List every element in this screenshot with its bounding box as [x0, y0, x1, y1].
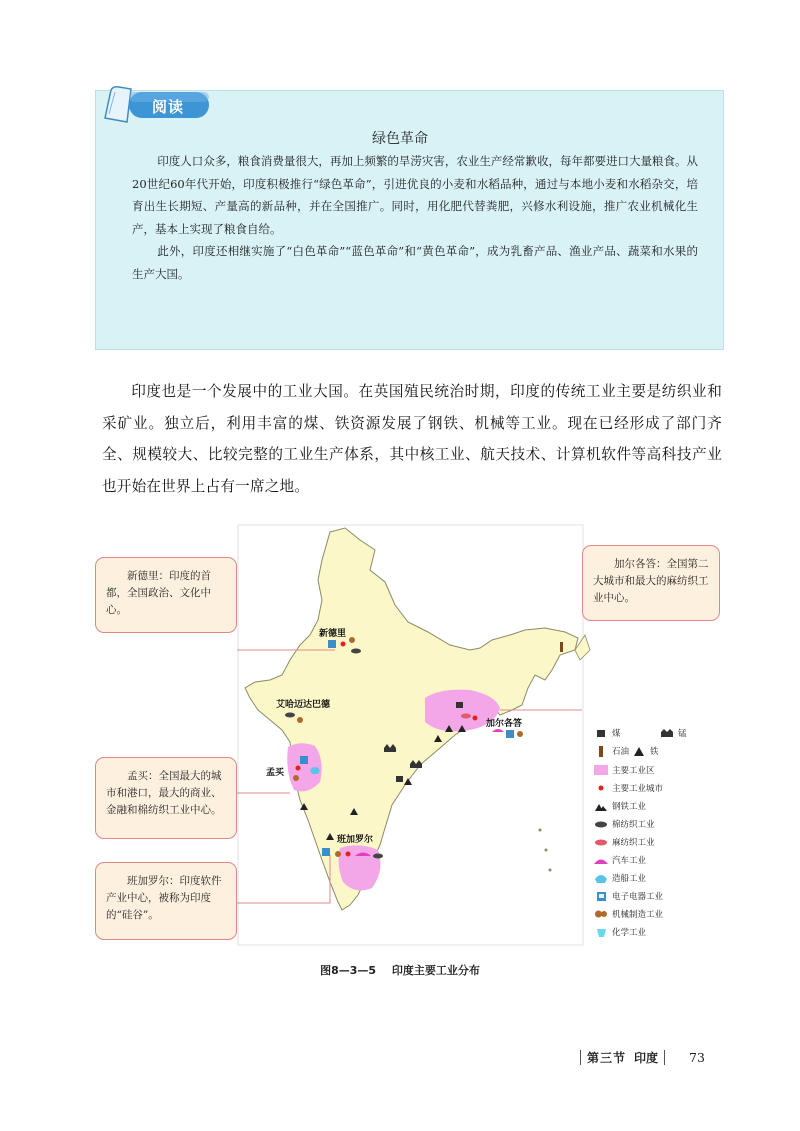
legend-iron [632, 744, 659, 758]
callout-text: 班加罗尔：印度软件产业中心，被称为印度的“硅谷”。 [106, 875, 222, 921]
callout-delhi [95, 557, 237, 633]
reading-body [132, 150, 698, 286]
legend-label: 化学工业 [612, 928, 647, 938]
main-paragraph [102, 376, 722, 502]
machinery-icon [595, 910, 607, 918]
legend-label: 造船工业 [612, 874, 647, 884]
island [539, 829, 542, 832]
main-text: 印度也是一个发展中的工业大国。在英国殖民统治时期，印度的传统工业主要是纺织业和采矿业。独立后，利用丰富的煤、铁资源发展了钢铁、机械等工业。现在已经形成了部门齐全、规模较大、比较完整的工业生产体系，其中核工业、航天技术、计算机软件等高科技产业也开始在世界上占有一席之地。 [102, 383, 722, 495]
legend-auto [594, 853, 646, 867]
figure-number: 图8—3—5 [320, 964, 377, 977]
reading-paragraph: 印度人口众多，粮食消费量很大，再加上频繁的旱涝灾害，农业生产经常歉收，每年都要进口大量粮食。从20世纪60年代开始，印度积极推行“绿色革命”，引进优良的小麦和水稻品种，通过与本地小麦和水稻杂交，培育出生长期短、产量高的新品种，并在全国推广。同时，用化肥代替粪肥，兴修水利设施，推广农业机械化生产，基本上实现了粮食自给。 [132, 154, 698, 236]
legend-industrial-zone [594, 763, 655, 777]
ship-icon [595, 874, 607, 883]
cotton-icon [351, 649, 361, 654]
legend-manganese [660, 726, 687, 740]
page-number: 73 [689, 1050, 705, 1065]
legend-steel [594, 799, 646, 813]
legend-industrial-city [594, 781, 663, 795]
cotton-icon [285, 713, 295, 718]
city-dot-kolkata [473, 716, 478, 721]
machinery-icon [293, 775, 299, 781]
footer-chapter: 第三节 [587, 1051, 627, 1065]
auto-icon [594, 856, 608, 864]
coal-icon [597, 730, 605, 737]
legend-label: 主要工业区 [612, 766, 655, 776]
city-label-ahmedabad: 艾哈迈达巴德 [276, 700, 331, 710]
callout-text: 加尔各答：全国第二大城市和最大的麻纺织工业中心。 [593, 558, 709, 604]
island [545, 849, 548, 852]
city-label-delhi: 新德里 [319, 629, 347, 639]
chemical-icon [596, 928, 607, 937]
legend-chemical [594, 925, 646, 939]
legend-label: 汽车工业 [612, 856, 647, 866]
legend-coal [594, 726, 621, 740]
legend-label: 锰 [678, 729, 687, 739]
island [549, 869, 552, 872]
industrial-zone-swatch [594, 765, 608, 775]
machinery-icon [517, 731, 523, 737]
legend-label: 麻纺织工业 [612, 838, 655, 848]
legend-machinery [594, 907, 663, 921]
legend-jute [594, 835, 655, 849]
oil-icon [599, 746, 603, 757]
legend-label: 钢铁工业 [612, 802, 647, 812]
city-dot-mumbai [296, 766, 301, 771]
city-dot-icon [598, 785, 604, 791]
city-label-kolkata: 加尔各答 [486, 719, 523, 729]
electronics-icon [597, 892, 606, 901]
callout-text: 新德里：印度的首都，全国政治、文化中心。 [106, 570, 211, 616]
city-dot-bangalore [346, 852, 351, 857]
reading-tab-label: 阅读 [152, 98, 185, 116]
electronics-icon [506, 730, 514, 738]
callout-mumbai [95, 757, 237, 839]
legend-electronics [594, 889, 663, 903]
city-label-mumbai: 孟买 [266, 768, 285, 778]
legend-label: 电子电器工业 [612, 892, 664, 902]
figure-caption [0, 962, 800, 978]
electronics-icon [322, 848, 330, 856]
city-label-bangalore: 班加罗尔 [337, 835, 374, 845]
legend-cotton [594, 817, 655, 831]
legend-label: 主要工业城市 [612, 784, 664, 794]
coal-icon [456, 702, 463, 708]
footer-divider [664, 1050, 665, 1065]
legend-label: 棉纺织工业 [612, 820, 655, 830]
legend-ship [594, 871, 646, 885]
manganese-icon [661, 729, 673, 737]
city-dot-delhi [341, 642, 346, 647]
footer-divider [580, 1050, 581, 1065]
page-footer [574, 1049, 705, 1066]
electronics-icon [300, 756, 308, 764]
zone-south [339, 845, 381, 890]
jute-icon [595, 839, 607, 846]
legend-label: 石油 [612, 747, 630, 757]
callout-text: 孟买：全国最大的城市和港口，最大的商业、金融和棉纺织工业中心。 [106, 770, 222, 816]
reading-paragraph: 此外，印度还相继实施了“白色革命”“蓝色革命”和“黄色革命”，成为乳畜产品、渔业产品、蔬菜和水果的生产大国。 [132, 244, 698, 281]
footer-section: 印度 [634, 1051, 659, 1065]
steel-icon [595, 802, 607, 811]
machinery-icon [297, 717, 303, 723]
cotton-icon [595, 821, 607, 828]
legend-oil [594, 744, 629, 758]
reading-title: 绿色革命 [372, 131, 428, 147]
legend-label: 煤 [612, 729, 621, 739]
machinery-icon [349, 637, 355, 643]
jute-icon [461, 714, 471, 719]
legend-label: 机械制造工业 [612, 910, 664, 920]
callout-kolkata [582, 545, 720, 621]
callout-bangalore [95, 862, 237, 940]
legend-label: 铁 [650, 747, 659, 757]
cotton-icon [373, 854, 383, 859]
coal-icon [396, 776, 403, 782]
figure-title: 印度主要工业分布 [391, 964, 480, 977]
iron-icon [634, 747, 644, 756]
electronics-icon [328, 640, 336, 648]
machinery-icon [335, 851, 341, 857]
oil-icon [560, 642, 563, 652]
